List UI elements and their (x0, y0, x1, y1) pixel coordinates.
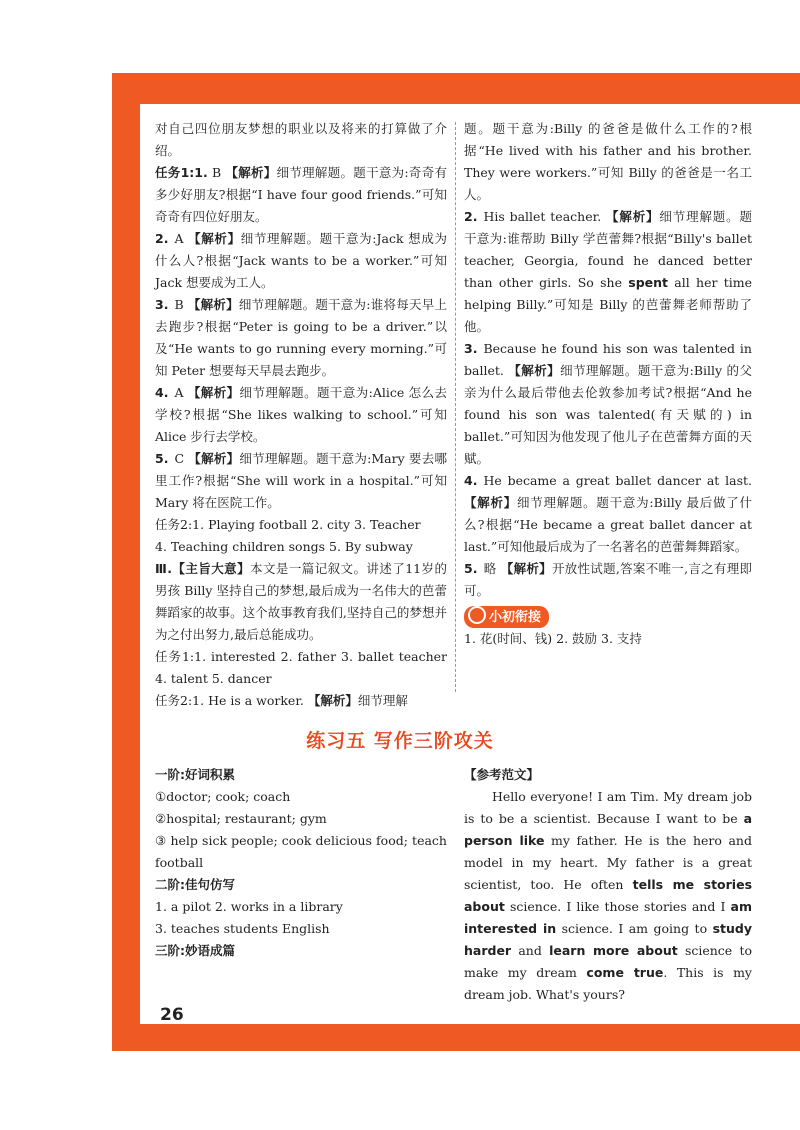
task1-item-3: 3. B 【解析】细节理解题。题干意为:谁将每天早上去跑步?根据“Peter is going to be a driver.”以及“He wants to go running every morning.”可知 Peter 想要每天早晨去跑步。 (155, 297, 447, 378)
stage1-item-1: ①doctor; cook; coach (155, 789, 291, 804)
part4-task1-answers: 任务1:1. interested 2. father 3. ballet teacher 4. talent 5. dancer (155, 649, 447, 686)
exercise-title: 练习五 写作三阶攻关 (306, 730, 494, 752)
task1-item-1: 任务1:1. B 【解析】细节理解题。题干意为:奇奇有多少好朋友?根据“I have four good friends.”可知奇奇有四位好朋友。 (155, 165, 447, 224)
stage1-head: 一阶:好词积累 (155, 767, 235, 782)
stage2-head: 二阶:佳句仿写 (155, 877, 235, 892)
left-column (155, 118, 447, 712)
essay-run: science. I am going to (556, 921, 713, 936)
main-idea-head: Ⅲ.【主旨大意】 (155, 561, 251, 576)
part4-task2-item-3: 3. Because he found his son was talented in ballet. 【解析】细节理解题。题干意为:Billy 的父亲为什么最后带他去伦敦参加考试?根据“And he found his son was talented(有天赋的) in ballet.”可知因为他发现了他儿子在芭蕾舞方面的天赋。 (464, 341, 752, 466)
writing-stages (155, 764, 447, 962)
stage1-item-2: ②hospital; restaurant; gym (155, 811, 327, 826)
right-column (464, 118, 752, 650)
task2-answers-line2: 4. Teaching children songs 5. By subway (155, 539, 413, 554)
page-number: 26 (160, 1005, 184, 1025)
stage1-item-3: ③ help sick people; cook delicious food; teach football (155, 833, 447, 870)
part4-task2-item-1-cont: 题。题干意为:Billy 的爸爸是做什么工作的?根据“He lived with his father and his brother. They were workers.”可知 Billy 的爸爸是一名工人。 (464, 121, 752, 202)
essay-run: and (511, 943, 550, 958)
stage3-head: 三阶:妙语成篇 (155, 943, 235, 958)
sample-essay (464, 764, 752, 1006)
sample-essay-text (464, 786, 752, 1006)
part4-task2-item-2: 2. His ballet teacher. 【解析】细节理解题。题干意为:谁帮助 Billy 学芭蕾舞?根据“Billy's ballet teacher, Georgia, found he danced better than other girls. So she spent all her time helping Billy.”可知是 Billy 的芭蕾舞老师帮助了他。 (464, 209, 752, 334)
essay-run: a person like (464, 811, 752, 848)
task1-item-5: 5. C 【解析】细节理解题。题干意为:Mary 要去哪里工作?根据“She will work in a hospital.”可知Mary 将在医院工作。 (155, 451, 447, 510)
main-idea (155, 558, 447, 646)
link-icon (468, 606, 486, 624)
essay-run: . This is my dream job. What's yours? (464, 965, 752, 1002)
essay-run: tells me stories about (464, 877, 753, 914)
link-section-title: 小初衔接 (464, 606, 549, 628)
essay-run: science to make my dream (464, 943, 752, 980)
sample-essay-head: 【参考范文】 (464, 767, 540, 782)
link-answers: 1. 花(时间、钱) 2. 鼓励 3. 支持 (464, 631, 642, 646)
intro-text: 对自己四位朋友梦想的职业以及将来的打算做了介绍。 (155, 121, 447, 158)
task1-item-4: 4. A 【解析】细节理解题。题干意为:Alice 怎么去学校?根据“She likes walking to school.”可知 Alice 步行去学校。 (155, 385, 447, 444)
task1-item-2: 2. A 【解析】细节理解题。题干意为:Jack 想成为什么人?根据“Jack wants to be a worker.”可知 Jack 想要成为工人。 (155, 231, 447, 290)
essay-run: come true (586, 965, 664, 980)
stage2-line-2: 3. teaches students English (155, 921, 330, 936)
stage2-line-1: 1. a pilot 2. works in a library (155, 899, 343, 914)
essay-run: am interested in (464, 899, 752, 936)
column-divider (455, 122, 457, 692)
part4-task2-item-4: 4. He became a great ballet dancer at last. 【解析】细节理解题。题干意为:Billy 最后做了什么?根据“He became a great ballet dancer at last.”可知他最后成为了一名著名的芭蕾舞舞蹈家。 (464, 473, 752, 554)
essay-run: science. I like those stories and I (504, 899, 731, 914)
essay-run: learn more about (549, 943, 678, 958)
main-idea-text: 本文是一篇记叙文。讲述了11岁的男孩 Billy 坚持自己的梦想,最后成为一名伟大的芭蕾舞蹈家的故事。这个故事教育我们,坚持自己的梦想并为之付出努力,最后总能成功。 (155, 561, 447, 642)
part4-task2-item-1: 任务2:1. He is a worker. 【解析】细节理解 (155, 693, 408, 708)
essay-run: study harder (464, 921, 752, 958)
part4-task2-item-5: 5. 略 【解析】开放性试题,答案不唯一,言之有理即可。 (464, 561, 752, 598)
task2-answers-line1: 任务2:1. Playing football 2. city 3. Teacher (155, 517, 421, 532)
essay-run: Hello everyone! I am Tim. My dream job is to be a scientist. Because I want to be (464, 789, 752, 826)
essay-run: my father. He is the hero and model in my heart. My father is a great scientist, too. He often (464, 833, 752, 892)
